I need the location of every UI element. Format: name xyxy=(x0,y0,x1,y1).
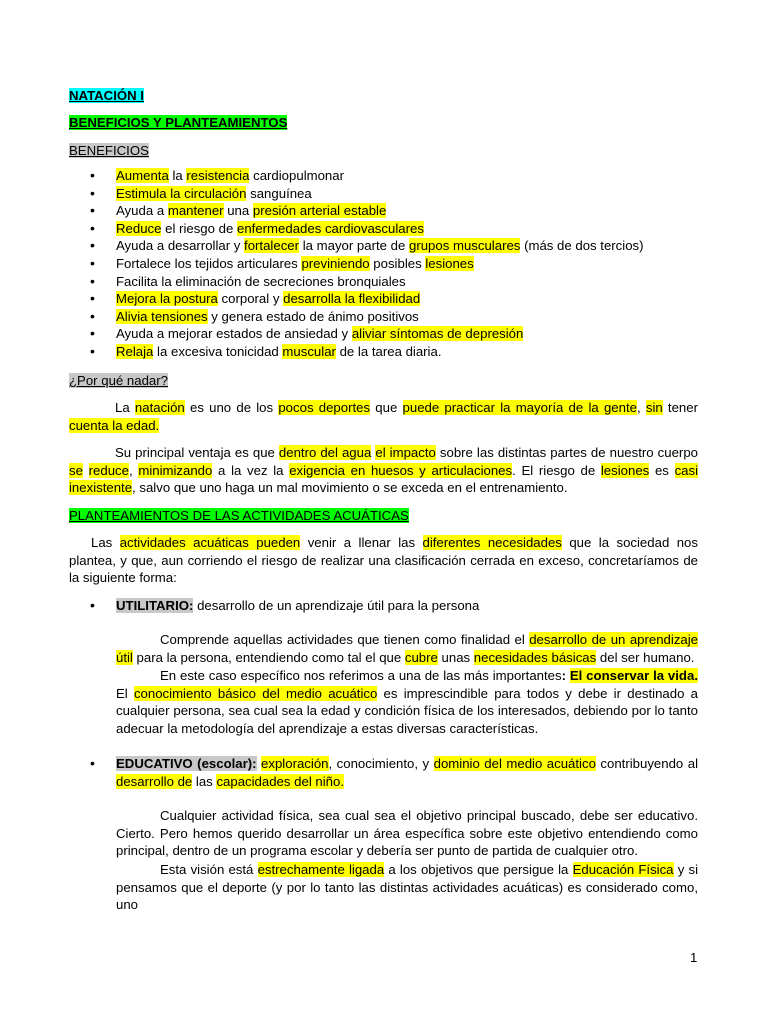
educativo-paragraph-2 xyxy=(69,861,698,914)
planteamientos-heading: PLANTEAMIENTOS DE LAS ACTIVIDADES ACUÁTICAS xyxy=(69,508,409,523)
benefit-item xyxy=(69,343,698,361)
utilitario-paragraph-1 xyxy=(69,631,698,666)
text-run: Facilita la eliminación de secreciones bronquiales xyxy=(116,273,406,289)
educativo-bullet xyxy=(69,755,698,790)
highlighted-text: presión arterial estable xyxy=(252,203,387,219)
educativo-paragraph-1 xyxy=(69,807,698,860)
highlighted-text: Estimula la circulación xyxy=(116,185,247,201)
highlighted-text: aliviar síntomas de depresión xyxy=(351,326,524,342)
utilitario-bullet xyxy=(69,597,698,615)
text-run: Ayuda a xyxy=(116,203,168,219)
benefit-item xyxy=(69,185,698,203)
text-run: la mayor parte de xyxy=(299,238,409,254)
highlighted-text: desarrollo de xyxy=(116,773,193,789)
highlighted-text: pocos deportes xyxy=(278,400,371,415)
highlighted-text: actividades acuáticas pueden xyxy=(119,535,301,550)
text-run: para la persona, entendiendo como tal el que xyxy=(132,649,405,665)
text-run: desarrollo de un aprendizaje útil para la persona xyxy=(193,598,480,613)
highlighted-text: Alivia tensiones xyxy=(116,308,208,324)
benefit-item xyxy=(69,273,698,291)
text-run: Cualquier actividad física, sea cual sea el objetivo principal buscado, debe ser educativo. Cierto. Pero hemos querido desarrollar un área específica sobre este objetivo entendiendo como principal, dentro de un programa escolar y debería ser punto de partida de cualquier otro. xyxy=(116,808,698,859)
text-run: es uno de los xyxy=(184,400,279,415)
text-run: La xyxy=(115,400,135,415)
highlighted-text: desarrolla la flexibilidad xyxy=(283,291,421,307)
benefit-item xyxy=(69,167,698,185)
highlighted-text: Educación Física xyxy=(572,862,674,877)
highlighted-text: dominio del medio acuático xyxy=(433,756,596,771)
utilitario-bullet-block xyxy=(69,597,698,615)
highlighted-text: mantener xyxy=(167,203,224,219)
text-run: el riesgo de xyxy=(161,220,237,236)
document-title: NATACIÓN I xyxy=(69,88,144,103)
text-run: a la vez la xyxy=(212,462,290,478)
text-run: tener xyxy=(662,400,698,415)
benefits-list-block xyxy=(69,167,698,361)
benefit-item xyxy=(69,237,698,255)
highlighted-text: UTILITARIO: xyxy=(116,598,194,613)
benefit-item xyxy=(69,220,698,238)
text-run: : xyxy=(561,668,570,683)
highlighted-text: El conservar la vida. xyxy=(569,668,698,683)
highlighted-text: grupos musculares xyxy=(408,238,521,254)
benefit-item xyxy=(69,325,698,343)
text-run: , conocimiento, y xyxy=(328,756,434,771)
highlighted-text: se xyxy=(69,462,83,478)
text-run: unas xyxy=(437,649,474,665)
highlighted-text: diferentes necesidades xyxy=(422,535,562,550)
highlighted-text: sin xyxy=(645,400,663,415)
highlighted-text: cubre xyxy=(404,649,438,665)
highlighted-text: resistencia xyxy=(186,168,250,183)
text-run: del ser humano. xyxy=(596,649,695,665)
text-run: cardiopulmonar xyxy=(249,168,344,183)
highlighted-text: reduce xyxy=(88,462,129,478)
text-run: El xyxy=(116,685,134,701)
educativo-bullet-block xyxy=(69,755,698,790)
planteamientos-paragraph xyxy=(69,534,698,587)
highlighted-text: Relaja xyxy=(116,343,154,359)
text-run: sobre las distintas partes de nuestro cuerpo xyxy=(435,445,698,460)
text-run: contribuyendo al xyxy=(595,756,698,771)
text-run: , xyxy=(636,400,646,415)
highlighted-text: muscular xyxy=(282,343,336,359)
highlighted-text: Mejora la postura xyxy=(116,291,218,307)
por-que-paragraph-2 xyxy=(69,444,698,497)
text-run: En este caso específico nos referimos a una de las más importantes xyxy=(160,668,562,683)
text-run: Esta visión está xyxy=(160,862,258,877)
highlighted-text: enfermedades cardiovasculares xyxy=(236,220,424,236)
text-run: Ayuda a mejorar estados de ansiedad y xyxy=(116,326,352,342)
text-run: sanguínea xyxy=(246,185,312,201)
highlighted-text: desarrollo de un aprendizaje útil xyxy=(116,632,699,665)
text-run: . El riesgo de xyxy=(512,462,601,478)
beneficios-heading: BENEFICIOS xyxy=(69,143,149,158)
text-run: Su principal ventaja es que xyxy=(115,445,279,460)
highlighted-text: el impacto xyxy=(375,445,436,460)
highlighted-text: necesidades básicas xyxy=(473,649,597,665)
highlighted-text: estrechamente ligada xyxy=(257,862,385,877)
highlighted-text: lesiones xyxy=(425,255,474,271)
benefit-item xyxy=(69,290,698,308)
text-run: que la sociedad nos plantea, y que, aun corriendo el riesgo de realizar una clasificación cerrada en exceso, concretaríamos de la siguiente forma: xyxy=(69,535,698,586)
text-run: es imprescindible para todos y debe ir destinado a cualquier persona, sea cual sea la edad y condición física de los interesados, debiendo por lo tanto adecuar la metodología del aprendizaje a estas diversas características. xyxy=(116,685,698,736)
text-run: posibles xyxy=(369,255,426,271)
highlighted-text: fortalecer xyxy=(244,238,300,254)
highlighted-text: lesiones xyxy=(600,462,650,478)
benefits-list xyxy=(69,167,698,361)
benefit-item xyxy=(69,308,698,326)
highlighted-text: natación xyxy=(134,400,185,415)
text-run: , salvo que uno haga un mal movimiento o se exceda en el entrenamiento. xyxy=(132,480,568,496)
text-run: de la tarea diaria. xyxy=(335,343,442,359)
text-run xyxy=(83,463,89,478)
text-run: es xyxy=(649,462,675,478)
text-run: y genera estado de ánimo positivos xyxy=(207,308,419,324)
text-run: las xyxy=(192,773,217,789)
text-run: que xyxy=(370,400,403,415)
highlighted-text: exigencia en huesos y articulaciones xyxy=(289,462,513,478)
highlighted-text: EDUCATIVO (escolar): xyxy=(116,756,257,771)
por-que-heading: ¿Por qué nadar? xyxy=(69,373,168,388)
text-run: (más de dos tercios) xyxy=(520,238,644,254)
utilitario-paragraph-2 xyxy=(69,667,698,737)
text-run: una xyxy=(223,203,253,219)
highlighted-text: conocimiento básico del medio acuático xyxy=(133,685,378,701)
text-run: Las xyxy=(91,535,120,550)
highlighted-text: capacidades del niño. xyxy=(216,773,345,789)
text-run: venir a llenar las xyxy=(300,535,423,550)
highlighted-text: Aumenta xyxy=(116,168,169,183)
benefit-item xyxy=(69,202,698,220)
text-run: Comprende aquellas actividades que tienen como finalidad el xyxy=(160,632,530,647)
highlighted-text: puede practicar la mayoría de la gente xyxy=(402,400,637,415)
highlighted-text: previniendo xyxy=(301,255,370,271)
text-run: la xyxy=(168,168,187,183)
text-run: Fortalece los tejidos articulares xyxy=(116,255,302,271)
document-subtitle: BENEFICIOS Y PLANTEAMIENTOS xyxy=(69,115,288,130)
por-que-paragraph-1 xyxy=(69,399,698,434)
highlighted-text: exploración xyxy=(261,756,329,771)
highlighted-text: minimizando xyxy=(138,462,213,478)
text-run: Ayuda a desarrollar y xyxy=(116,238,245,254)
text-run: , xyxy=(128,462,139,478)
highlighted-text: cuenta la edad. xyxy=(69,417,160,433)
text-run: corporal y xyxy=(217,291,284,307)
highlighted-text: dentro del agua xyxy=(278,445,372,460)
text-run: a los objetivos que persigue la xyxy=(384,862,573,877)
text-run: la excesiva tonicidad xyxy=(153,343,283,359)
highlighted-text: Reduce xyxy=(116,220,162,236)
highlighted-text: casi inexistente xyxy=(69,462,699,496)
benefit-item xyxy=(69,255,698,273)
page-number: 1 xyxy=(690,950,698,965)
text-run: y si pensamos que el deporte (y por lo tanto las distintas actividades acuáticas) es considerado como, uno xyxy=(116,862,698,913)
